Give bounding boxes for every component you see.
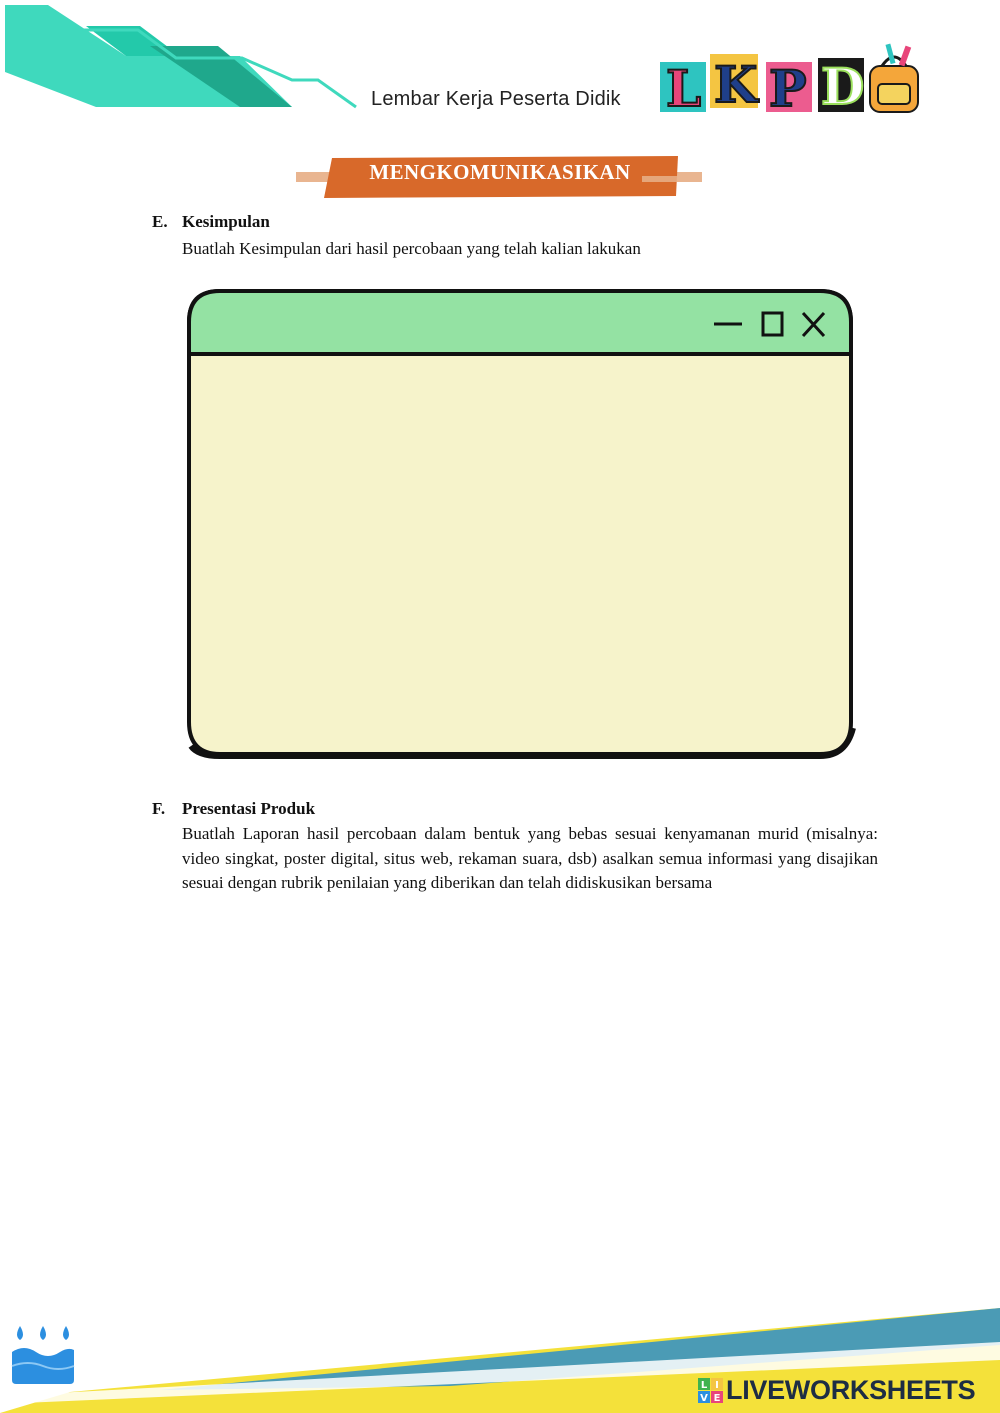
section-e-instruction: Buatlah Kesimpulan dari hasil percobaan yang telah kalian lakukan: [182, 239, 641, 258]
section-f-letter: F.: [152, 799, 166, 818]
live-badge-icon: [698, 1378, 724, 1404]
section-f-title: Presentasi Produk: [182, 799, 316, 818]
section-e-title: Kesimpulan: [182, 212, 270, 231]
liveworksheets-text: LIVEWORKSHEETS: [726, 1375, 976, 1405]
section-banner-label: MENGKOMUNIKASIKAN: [369, 160, 631, 184]
badge-letter-v: V: [700, 1392, 708, 1404]
badge-letter-i: I: [715, 1379, 719, 1391]
svg-text:L: L: [666, 59, 702, 118]
section-f-instruction: Buatlah Laporan hasil percobaan dalam bentuk yang bebas sesuai kenyamanan murid (misalnya: video singkat, poster digital, situs web, rekaman suara, dsb) asalkan semua informasi yang disajikan sesuai dengan rubrik penilaian yang diberikan dan telah didiskusikan bersama: [182, 824, 878, 892]
water-icon: [10, 1322, 76, 1386]
liveworksheets-brand: [698, 1375, 975, 1406]
svg-text:P: P: [769, 59, 807, 118]
svg-text:K: K: [714, 55, 758, 114]
section-e-letter: E.: [152, 212, 168, 231]
conclusion-answer-field[interactable]: [200, 362, 842, 740]
header-decoration: [0, 0, 370, 115]
header-title: Lembar Kerja Peserta Didik: [371, 88, 621, 110]
svg-text:D: D: [821, 57, 865, 116]
lkpd-logo: [656, 40, 926, 120]
badge-letter-l: L: [700, 1379, 708, 1391]
badge-letter-e: E: [713, 1392, 721, 1404]
